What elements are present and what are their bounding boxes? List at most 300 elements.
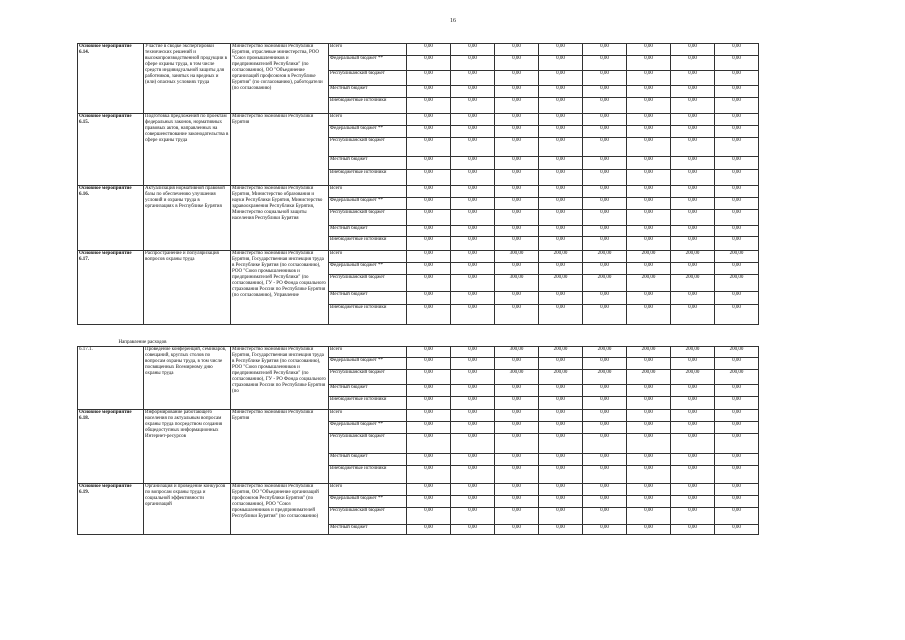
funding-source: Федеральный бюджет ** — [329, 126, 407, 138]
amount-cell: 0,00 — [407, 114, 451, 126]
amount-cell: 0,00 — [671, 358, 715, 370]
amount-cell: 0,00 — [627, 198, 671, 210]
amount-cell: 0,00 — [671, 126, 715, 138]
activity-executor: Министерство экономики Республики Бурятия, Государственная инспекция труда в Республике Бурятия (по согласованию), РОО "Союз промышленников и предпринимателей Республики" (по согласованию), ГУ - РО Фонда социального страхования России по Республике Бурятия (по — [231, 347, 329, 410]
amount-cell: 0,00 — [539, 198, 583, 210]
amount-cell: 0,00 — [715, 305, 759, 325]
amount-cell: 0,00 — [715, 71, 759, 86]
amount-cell: 0,00 — [407, 226, 451, 237]
amount-cell: 0,00 — [671, 454, 715, 466]
amount-cell: 0,00 — [539, 114, 583, 126]
amount-cell: 0,00 — [539, 484, 583, 496]
amount-cell: 0,00 — [583, 157, 627, 170]
amount-cell: 200,00 — [539, 275, 583, 292]
amount-cell: 200,00 — [671, 347, 715, 358]
amount-cell: 0,00 — [495, 114, 539, 126]
amount-cell: 0,00 — [495, 44, 539, 56]
amount-cell: 0,00 — [715, 466, 759, 484]
amount-cell: 0,00 — [495, 71, 539, 86]
amount-cell: 0,00 — [407, 410, 451, 422]
funding-source: Местный бюджет — [329, 454, 407, 466]
amount-cell: 0,00 — [671, 410, 715, 422]
amount-cell: 0,00 — [451, 86, 495, 98]
amount-cell: 0,00 — [671, 138, 715, 157]
empty-cell — [583, 325, 627, 347]
amount-cell: 0,00 — [451, 71, 495, 86]
amount-cell: 0,00 — [715, 126, 759, 138]
amount-cell: 0,00 — [495, 385, 539, 397]
amount-cell: 0,00 — [627, 397, 671, 410]
amount-cell: 0,00 — [583, 508, 627, 525]
amount-cell: 0,00 — [583, 237, 627, 251]
funding-source: Внебюджетные источники — [329, 397, 407, 410]
activity-description: Распространение и популяризация вопросов охраны труда — [144, 251, 231, 325]
amount-cell: 0,00 — [627, 410, 671, 422]
amount-cell: 0,00 — [583, 454, 627, 466]
amount-cell: 0,00 — [583, 496, 627, 508]
amount-cell: 0,00 — [407, 98, 451, 114]
funding-source: Федеральный бюджет ** — [329, 358, 407, 370]
amount-cell: 0,00 — [495, 496, 539, 508]
amount-cell: 0,00 — [407, 138, 451, 157]
amount-cell: 0,00 — [407, 186, 451, 198]
amount-cell: 0,00 — [539, 358, 583, 370]
amount-cell: 0,00 — [407, 370, 451, 385]
amount-cell: 0,00 — [715, 138, 759, 157]
amount-cell: 0,00 — [451, 422, 495, 434]
amount-cell: 0,00 — [495, 454, 539, 466]
amount-cell: 0,00 — [627, 126, 671, 138]
amount-cell: 0,00 — [583, 98, 627, 114]
activity-executor: Министерство экономики Республики Бурятия — [231, 410, 329, 484]
amount-cell: 0,00 — [627, 56, 671, 71]
activity-description: Подготовка предложений по проектам федеральных законов, нормативных правовых актов, направленных на совершенствование законодательства в сфере охраны труда — [144, 114, 231, 186]
amount-cell: 0,00 — [715, 198, 759, 210]
amount-cell: 0,00 — [495, 397, 539, 410]
amount-cell: 0,00 — [407, 305, 451, 325]
amount-cell: 0,00 — [451, 251, 495, 263]
amount-cell: 0,00 — [407, 237, 451, 251]
amount-cell: 0,00 — [627, 358, 671, 370]
funding-source: Внебюджетные источники — [329, 466, 407, 484]
table-row — [78, 347, 759, 358]
activity-label: Основное мероприятие 6.14. — [78, 44, 144, 114]
amount-cell: 0,00 — [715, 508, 759, 525]
amount-cell: 200,00 — [671, 275, 715, 292]
amount-cell: 0,00 — [451, 275, 495, 292]
amount-cell: 0,00 — [671, 525, 715, 535]
amount-cell: 0,00 — [407, 525, 451, 535]
amount-cell: 0,00 — [495, 138, 539, 157]
amount-cell: 0,00 — [451, 347, 495, 358]
amount-cell: 0,00 — [451, 170, 495, 186]
activity-label: Основное мероприятие 6.16. — [78, 186, 144, 251]
amount-cell: 0,00 — [407, 484, 451, 496]
amount-cell: 0,00 — [715, 422, 759, 434]
amount-cell: 0,00 — [539, 454, 583, 466]
amount-cell: 0,00 — [671, 44, 715, 56]
amount-cell: 0,00 — [539, 305, 583, 325]
amount-cell: 0,00 — [627, 44, 671, 56]
amount-cell: 0,00 — [451, 114, 495, 126]
amount-cell: 0,00 — [671, 198, 715, 210]
amount-cell: 0,00 — [583, 385, 627, 397]
amount-cell: 300,00 — [495, 251, 539, 263]
funding-source: Федеральный бюджет ** — [329, 263, 407, 275]
amount-cell: 0,00 — [627, 305, 671, 325]
amount-cell: 200,00 — [539, 370, 583, 385]
amount-cell: 0,00 — [671, 434, 715, 454]
amount-cell: 0,00 — [671, 385, 715, 397]
amount-cell: 0,00 — [539, 434, 583, 454]
amount-cell: 0,00 — [495, 126, 539, 138]
amount-cell: 0,00 — [583, 263, 627, 275]
amount-cell: 200,00 — [627, 275, 671, 292]
amount-cell: 0,00 — [451, 370, 495, 385]
amount-cell: 0,00 — [671, 56, 715, 71]
amount-cell: 0,00 — [627, 434, 671, 454]
funding-source: Республиканский бюджет — [329, 210, 407, 226]
funding-source: Республиканский бюджет — [329, 71, 407, 86]
amount-cell: 0,00 — [539, 56, 583, 71]
amount-cell: 0,00 — [671, 466, 715, 484]
empty-cell — [495, 325, 539, 347]
amount-cell: 0,00 — [715, 434, 759, 454]
amount-cell: 0,00 — [451, 98, 495, 114]
amount-cell: 0,00 — [671, 508, 715, 525]
amount-cell: 0,00 — [539, 210, 583, 226]
table-body — [78, 44, 759, 535]
amount-cell: 200,00 — [583, 347, 627, 358]
table-row — [78, 44, 759, 56]
amount-cell: 0,00 — [583, 186, 627, 198]
funding-source: Республиканский бюджет — [329, 370, 407, 385]
amount-cell: 0,00 — [407, 71, 451, 86]
funding-source: Внебюджетные источники — [329, 237, 407, 251]
amount-cell: 0,00 — [407, 251, 451, 263]
activity-description: Организация и проведение конкурсов по вопросам охраны труда и социальной эффективности организаций — [144, 484, 231, 535]
table-row — [78, 114, 759, 126]
amount-cell: 0,00 — [627, 292, 671, 305]
amount-cell: 0,00 — [539, 508, 583, 525]
amount-cell: 300,00 — [495, 275, 539, 292]
amount-cell: 0,00 — [627, 454, 671, 466]
amount-cell: 0,00 — [495, 98, 539, 114]
activity-label: Основное мероприятие 6.17. — [78, 251, 144, 325]
amount-cell: 0,00 — [539, 98, 583, 114]
activity-executor: Министерство экономики Республики Бурятия, отраслевые министерства, РОО "Союз промышленников и предпринимателей Республики" (по согласованию), ОО "Объединение организаций профсоюзов в Республике Бурятия" (по согласованию), работодатели (по согласованию) — [231, 44, 329, 114]
amount-cell: 0,00 — [451, 385, 495, 397]
amount-cell: 0,00 — [407, 434, 451, 454]
funding-source: Республиканский бюджет — [329, 434, 407, 454]
amount-cell: 0,00 — [407, 496, 451, 508]
amount-cell: 0,00 — [715, 410, 759, 422]
amount-cell: 0,00 — [539, 397, 583, 410]
amount-cell: 0,00 — [583, 397, 627, 410]
amount-cell: 0,00 — [715, 397, 759, 410]
amount-cell: 0,00 — [495, 86, 539, 98]
amount-cell: 0,00 — [715, 210, 759, 226]
activity-description: Участие в сводке экспертировки технических решений и высокопроизводственной продукции в сфере охраны труда, в том числе средств индивидуальной защиты для работников, занятых на вредных и (или) опасных условиях труда — [144, 44, 231, 114]
amount-cell: 0,00 — [539, 496, 583, 508]
amount-cell: 0,00 — [715, 496, 759, 508]
amount-cell: 0,00 — [495, 198, 539, 210]
amount-cell: 0,00 — [539, 44, 583, 56]
amount-cell: 0,00 — [407, 385, 451, 397]
funding-source: Местный бюджет — [329, 385, 407, 397]
funding-source: Внебюджетные источники — [329, 305, 407, 325]
funding-source: Всего — [329, 114, 407, 126]
amount-cell: 200,00 — [627, 347, 671, 358]
amount-cell: 0,00 — [451, 138, 495, 157]
amount-cell: 0,00 — [715, 358, 759, 370]
amount-cell: 0,00 — [407, 347, 451, 358]
amount-cell: 0,00 — [495, 525, 539, 535]
empty-cell — [539, 325, 583, 347]
empty-cell — [671, 325, 715, 347]
amount-cell: 0,00 — [407, 358, 451, 370]
amount-cell: 0,00 — [539, 157, 583, 170]
amount-cell: 0,00 — [407, 170, 451, 186]
amount-cell: 0,00 — [451, 434, 495, 454]
amount-cell: 0,00 — [671, 170, 715, 186]
amount-cell: 0,00 — [671, 422, 715, 434]
funding-source: Местный бюджет — [329, 157, 407, 170]
amount-cell: 0,00 — [451, 157, 495, 170]
section-label — [78, 325, 407, 347]
amount-cell: 0,00 — [583, 86, 627, 98]
funding-source: Всего — [329, 44, 407, 56]
funding-source: Республиканский бюджет — [329, 508, 407, 525]
amount-cell: 0,00 — [671, 86, 715, 98]
amount-cell: 0,00 — [715, 86, 759, 98]
amount-cell: 0,00 — [671, 496, 715, 508]
amount-cell: 0,00 — [715, 157, 759, 170]
amount-cell: 0,00 — [407, 454, 451, 466]
funding-source: Федеральный бюджет ** — [329, 422, 407, 434]
amount-cell: 0,00 — [715, 525, 759, 535]
amount-cell: 0,00 — [583, 126, 627, 138]
amount-cell: 200,00 — [715, 251, 759, 263]
amount-cell: 0,00 — [583, 525, 627, 535]
amount-cell: 0,00 — [495, 210, 539, 226]
amount-cell: 0,00 — [495, 226, 539, 237]
amount-cell: 0,00 — [539, 226, 583, 237]
amount-cell: 0,00 — [627, 71, 671, 86]
amount-cell: 200,00 — [715, 370, 759, 385]
amount-cell: 0,00 — [627, 496, 671, 508]
activity-description: Проведение конференций, семинаров, совещаний, круглых столов по вопросам охраны труда, в том числе посвященных Всемирному дню охраны труда — [144, 347, 231, 410]
amount-cell: 0,00 — [451, 484, 495, 496]
funding-source: Местный бюджет — [329, 292, 407, 305]
amount-cell: 0,00 — [451, 466, 495, 484]
funding-source: Всего — [329, 251, 407, 263]
amount-cell: 0,00 — [583, 292, 627, 305]
amount-cell: 0,00 — [451, 454, 495, 466]
amount-cell: 0,00 — [407, 44, 451, 56]
amount-cell: 0,00 — [451, 56, 495, 71]
amount-cell: 0,00 — [495, 170, 539, 186]
amount-cell: 0,00 — [671, 305, 715, 325]
amount-cell: 0,00 — [715, 170, 759, 186]
amount-cell: 0,00 — [495, 237, 539, 251]
amount-cell: 0,00 — [539, 525, 583, 535]
amount-cell: 0,00 — [671, 226, 715, 237]
amount-cell: 0,00 — [715, 98, 759, 114]
amount-cell: 0,00 — [627, 138, 671, 157]
funding-source: Всего — [329, 347, 407, 358]
amount-cell: 0,00 — [539, 170, 583, 186]
funding-source: Федеральный бюджет ** — [329, 496, 407, 508]
amount-cell: 0,00 — [627, 86, 671, 98]
funding-source: Всего — [329, 484, 407, 496]
amount-cell: 0,00 — [451, 263, 495, 275]
amount-cell: 0,00 — [539, 422, 583, 434]
amount-cell: 0,00 — [407, 422, 451, 434]
amount-cell: 0,00 — [583, 44, 627, 56]
amount-cell: 0,00 — [539, 86, 583, 98]
amount-cell: 0,00 — [539, 186, 583, 198]
amount-cell: 0,00 — [451, 397, 495, 410]
amount-cell: 0,00 — [407, 508, 451, 525]
amount-cell: 0,00 — [671, 71, 715, 86]
activity-description: Актуализация нормативной правовой базы по обеспечению улучшения условий и охраны труда в организациях в Республике Бурятия — [144, 186, 231, 251]
amount-cell: 0,00 — [407, 126, 451, 138]
table-row — [78, 251, 759, 263]
activity-label: Основное мероприятие 6.15. — [78, 114, 144, 186]
amount-cell: 0,00 — [495, 263, 539, 275]
amount-cell: 0,00 — [627, 114, 671, 126]
empty-cell — [451, 325, 495, 347]
amount-cell: 200,00 — [715, 275, 759, 292]
table-row — [78, 186, 759, 198]
activity-executor: Министерство экономики Республики Бурятия, ОО "Объединение организаций профсоюзов Республики Бурятия" (по согласованию), РОО "Союз промышленников и предпринимателей Республики Бурятия" (по согласованию) — [231, 484, 329, 535]
amount-cell: 0,00 — [671, 237, 715, 251]
amount-cell: 0,00 — [451, 292, 495, 305]
budget-table — [77, 43, 759, 535]
table-row — [78, 410, 759, 422]
funding-source: Республиканский бюджет — [329, 138, 407, 157]
amount-cell: 0,00 — [539, 71, 583, 86]
amount-cell: 0,00 — [539, 466, 583, 484]
amount-cell: 0,00 — [407, 397, 451, 410]
amount-cell: 0,00 — [715, 385, 759, 397]
amount-cell: 200,00 — [583, 275, 627, 292]
amount-cell: 200,00 — [671, 251, 715, 263]
amount-cell: 0,00 — [495, 292, 539, 305]
amount-cell: 200,00 — [539, 347, 583, 358]
amount-cell: 0,00 — [583, 226, 627, 237]
amount-cell: 0,00 — [583, 198, 627, 210]
amount-cell: 0,00 — [715, 237, 759, 251]
amount-cell: 0,00 — [583, 138, 627, 157]
amount-cell: 0,00 — [583, 358, 627, 370]
activity-executor: Министерство экономики Республики Бурятия, Министерство образования и науки Республики Бурятия, Министерство здравоохранения Республики Бурятия, Министерство социальной защиты населения Республики Бурятия — [231, 186, 329, 251]
amount-cell: 0,00 — [671, 210, 715, 226]
amount-cell: 0,00 — [671, 263, 715, 275]
amount-cell: 200,00 — [583, 370, 627, 385]
amount-cell: 0,00 — [715, 263, 759, 275]
amount-cell: 0,00 — [539, 263, 583, 275]
funding-source: Федеральный бюджет ** — [329, 198, 407, 210]
amount-cell: 0,00 — [715, 44, 759, 56]
amount-cell: 0,00 — [451, 210, 495, 226]
amount-cell: 0,00 — [407, 86, 451, 98]
amount-cell: 0,00 — [583, 410, 627, 422]
amount-cell: 0,00 — [627, 422, 671, 434]
amount-cell: 0,00 — [627, 210, 671, 226]
amount-cell: 0,00 — [627, 170, 671, 186]
amount-cell: 0,00 — [671, 186, 715, 198]
amount-cell: 0,00 — [451, 496, 495, 508]
amount-cell: 0,00 — [671, 157, 715, 170]
amount-cell: 0,00 — [539, 385, 583, 397]
amount-cell: 0,00 — [539, 138, 583, 157]
amount-cell: 0,00 — [495, 186, 539, 198]
amount-cell: 0,00 — [495, 157, 539, 170]
amount-cell: 0,00 — [583, 466, 627, 484]
amount-cell: 0,00 — [627, 98, 671, 114]
amount-cell: 200,00 — [627, 370, 671, 385]
amount-cell: 0,00 — [583, 305, 627, 325]
section-label-text: Направление расходов — [118, 340, 167, 345]
empty-cell — [627, 325, 671, 347]
funding-source: Республиканский бюджет — [329, 275, 407, 292]
amount-cell: 0,00 — [671, 397, 715, 410]
activity-executor: Министерство экономики Республики Бурятия, Государственная инспекция труда в Республике Бурятия (по согласованию), РОО "Союз промышленников и предпринимателей Республики" (по согласованию), ГУ - РО Фонда социального страхования России по Республике Бурятия (по согласованию), Управление — [231, 251, 329, 325]
amount-cell: 0,00 — [715, 484, 759, 496]
page-number: 16 — [450, 18, 456, 24]
amount-cell: 0,00 — [407, 56, 451, 71]
amount-cell: 0,00 — [495, 434, 539, 454]
amount-cell: 0,00 — [539, 410, 583, 422]
amount-cell: 200,00 — [715, 347, 759, 358]
funding-source: Внебюджетные источники — [329, 98, 407, 114]
funding-source: Внебюджетные источники — [329, 170, 407, 186]
amount-cell: 0,00 — [495, 358, 539, 370]
activity-label: Основное мероприятие 6.18. — [78, 410, 144, 484]
amount-cell: 0,00 — [715, 56, 759, 71]
amount-cell: 0,00 — [627, 186, 671, 198]
amount-cell: 0,00 — [627, 484, 671, 496]
funding-source: Всего — [329, 410, 407, 422]
section-row — [78, 325, 759, 347]
amount-cell: 0,00 — [671, 98, 715, 114]
empty-cell — [715, 325, 759, 347]
amount-cell: 0,00 — [451, 410, 495, 422]
amount-cell: 0,00 — [627, 263, 671, 275]
amount-cell: 0,00 — [451, 508, 495, 525]
amount-cell: 200,00 — [627, 251, 671, 263]
amount-cell: 0,00 — [407, 466, 451, 484]
funding-source: Местный бюджет — [329, 525, 407, 535]
amount-cell: 0,00 — [495, 422, 539, 434]
amount-cell: 0,00 — [495, 410, 539, 422]
amount-cell: 0,00 — [451, 358, 495, 370]
amount-cell: 0,00 — [715, 186, 759, 198]
amount-cell: 0,00 — [539, 292, 583, 305]
amount-cell: 0,00 — [495, 56, 539, 71]
amount-cell: 0,00 — [627, 466, 671, 484]
amount-cell: 0,00 — [495, 305, 539, 325]
amount-cell: 0,00 — [583, 484, 627, 496]
table-row — [78, 484, 759, 496]
amount-cell: 0,00 — [539, 237, 583, 251]
amount-cell: 0,00 — [583, 71, 627, 86]
amount-cell: 0,00 — [451, 186, 495, 198]
amount-cell: 0,00 — [671, 114, 715, 126]
activity-label: 6.17.1. — [78, 347, 144, 410]
